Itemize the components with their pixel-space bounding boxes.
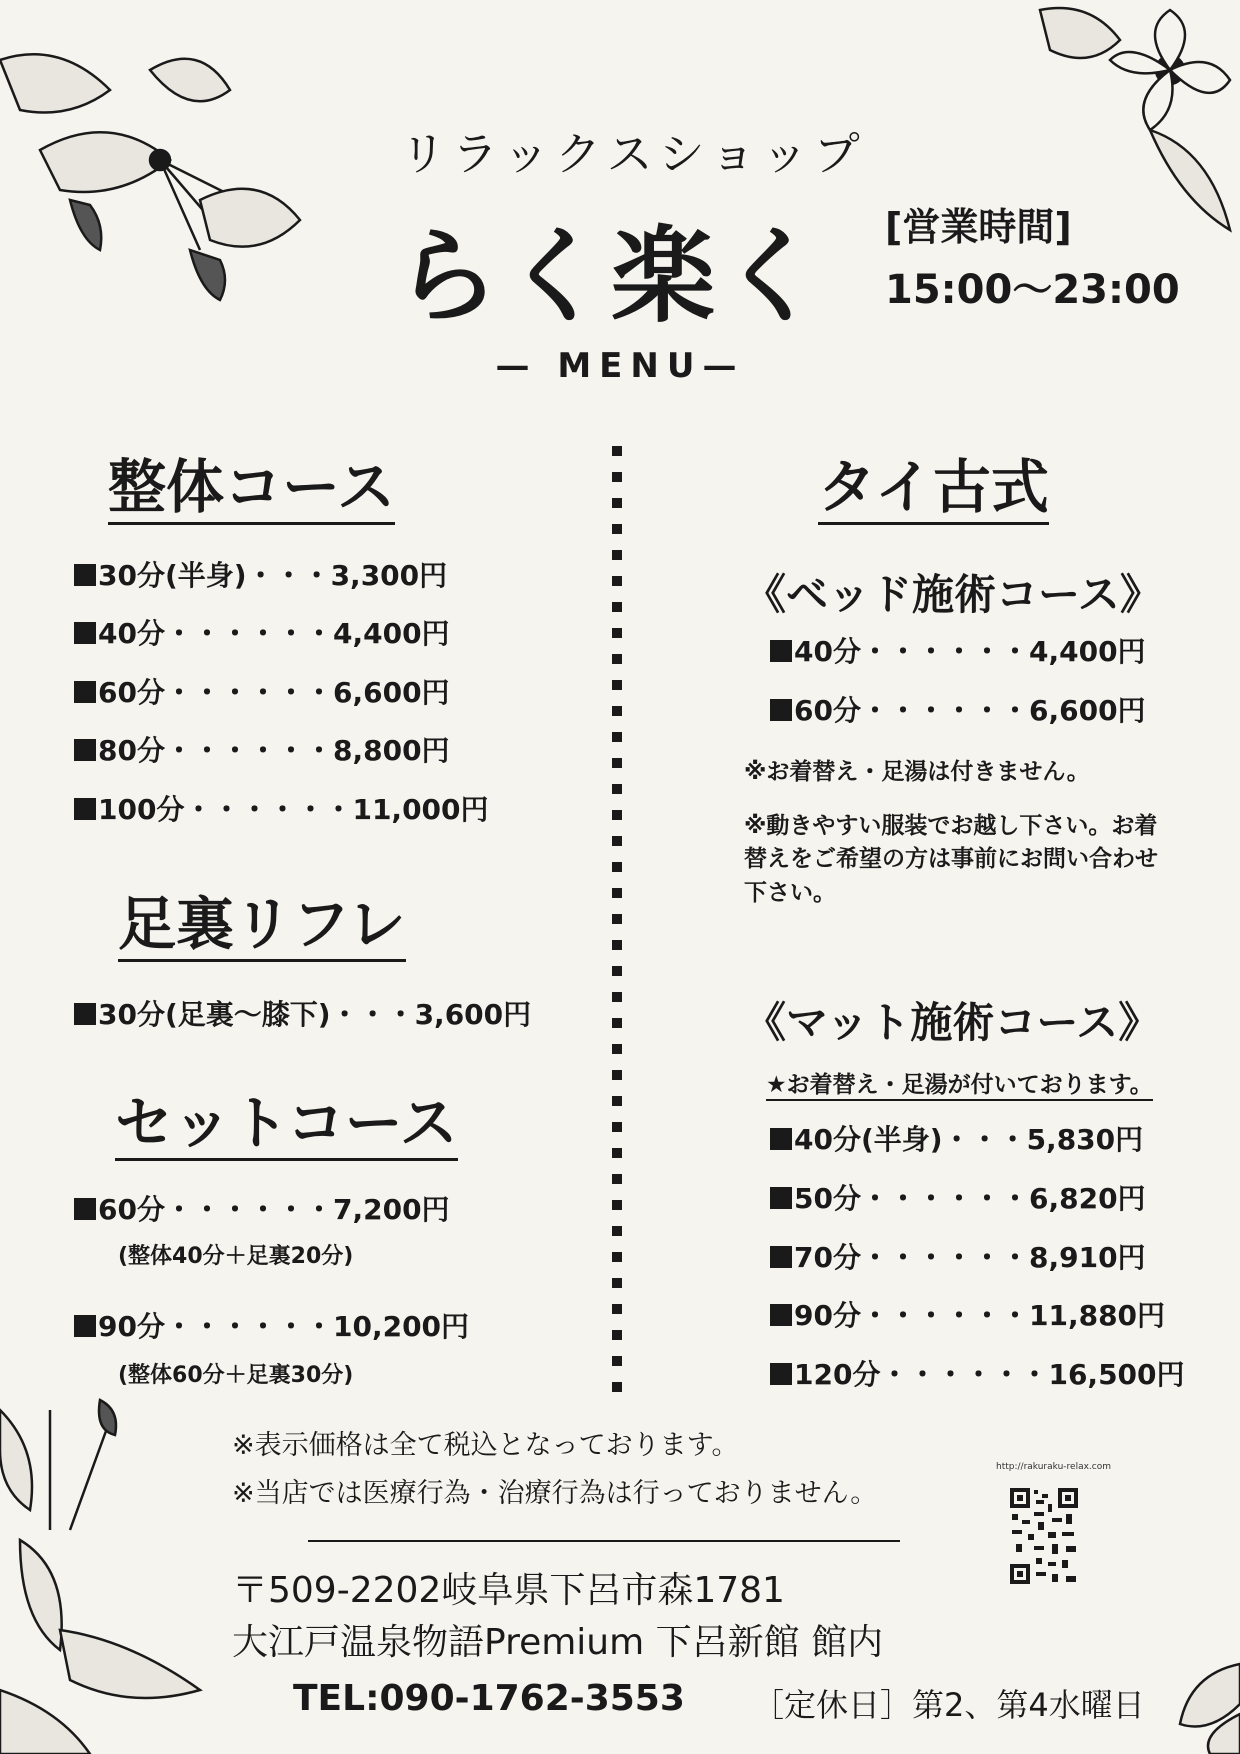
- menu-item: 30分(足裏〜膝下)・・・3,600円: [74, 1001, 531, 1029]
- shop-subtitle: リラックスショップ: [400, 127, 866, 181]
- section-title-ashiura: 足裏リフレ: [118, 893, 406, 962]
- section-title-seitai: 整体コース: [108, 456, 395, 525]
- menu-item: 50分・・・・・・6,820円: [770, 1185, 1146, 1213]
- bullet-square-icon: [74, 1198, 96, 1220]
- bullet-square-icon: [74, 622, 96, 644]
- flower-illustration-top-left: [0, 0, 340, 340]
- flower-illustration-bottom-left: [0, 1390, 220, 1754]
- tax-note: ※表示価格は全て税込となっております。: [232, 1430, 739, 1461]
- business-hours-label: [営業時間]: [885, 205, 1072, 249]
- bullet-square-icon: [74, 739, 96, 761]
- bullet-square-icon: [770, 1128, 792, 1150]
- telephone[interactable]: TEL:090-1762-3553: [293, 1678, 685, 1719]
- bullet-square-icon: [770, 640, 792, 662]
- menu-item: 40分・・・・・・4,400円: [74, 620, 450, 648]
- menu-item: 90分・・・・・・11,880円: [770, 1302, 1165, 1330]
- menu-item: 60分・・・・・・7,200円: [74, 1196, 450, 1224]
- menu-item: 90分・・・・・・10,200円: [74, 1313, 469, 1341]
- section-title-set: セットコース: [115, 1092, 458, 1161]
- qr-code-icon[interactable]: [1008, 1486, 1080, 1586]
- sub-title-bed: 《ベッド施術コース》: [744, 570, 1162, 619]
- column-divider: [612, 446, 622, 1402]
- bed-note: ※お着替え・足湯は付きません。: [744, 759, 1090, 785]
- menu-item: 70分・・・・・・8,910円: [770, 1244, 1146, 1272]
- mat-star-note: ★お着替え・足湯が付いております。: [766, 1066, 1153, 1101]
- bullet-square-icon: [770, 1187, 792, 1209]
- address-line-1: 〒509-2202岐阜県下呂市森1781: [232, 1570, 785, 1611]
- set-detail: (整体40分＋足裏20分): [118, 1244, 354, 1269]
- menu-item: 100分・・・・・・11,000円: [74, 796, 489, 824]
- menu-item: 120分・・・・・・16,500円: [770, 1361, 1185, 1389]
- bullet-square-icon: [770, 1363, 792, 1385]
- menu-item: 60分・・・・・・6,600円: [74, 679, 450, 707]
- bullet-square-icon: [770, 1246, 792, 1268]
- menu-heading: — MENU—: [495, 346, 745, 386]
- bullet-square-icon: [74, 564, 96, 586]
- menu-item: 60分・・・・・・6,600円: [770, 697, 1146, 725]
- section-title-thai: タイ古式: [818, 456, 1049, 525]
- medical-note: ※当店では医療行為・治療行為は行っておりません。: [232, 1478, 878, 1509]
- bullet-square-icon: [74, 681, 96, 703]
- menu-item: 40分(半身)・・・5,830円: [770, 1126, 1143, 1154]
- address-line-2: 大江戸温泉物語Premium 下呂新館 館内: [232, 1622, 884, 1663]
- bullet-square-icon: [770, 1304, 792, 1326]
- bed-note: ※動きやすい服装でお越し下さい。お着 替えをご希望の方は事前にお問い合わせ 下さい。: [744, 813, 1158, 906]
- footer-divider: [308, 1540, 900, 1542]
- bullet-square-icon: [74, 798, 96, 820]
- set-detail: (整体60分＋足裏30分): [118, 1363, 354, 1388]
- sub-title-mat: 《マット施術コース》: [744, 998, 1161, 1047]
- bullet-square-icon: [74, 1315, 96, 1337]
- shop-name: らく楽く: [395, 215, 828, 337]
- menu-item: 80分・・・・・・8,800円: [74, 737, 450, 765]
- bullet-square-icon: [770, 699, 792, 721]
- regular-holiday: ［定休日］第2、第4水曜日: [752, 1686, 1145, 1724]
- bullet-square-icon: [74, 1003, 96, 1025]
- qr-url-text: http://rakuraku-relax.com: [996, 1462, 1111, 1472]
- menu-item: 40分・・・・・・4,400円: [770, 638, 1146, 666]
- business-hours-value: 15:00〜23:00: [885, 267, 1180, 313]
- flower-illustration-bottom-right: [1150, 1654, 1240, 1754]
- menu-item: 30分(半身)・・・3,300円: [74, 562, 447, 590]
